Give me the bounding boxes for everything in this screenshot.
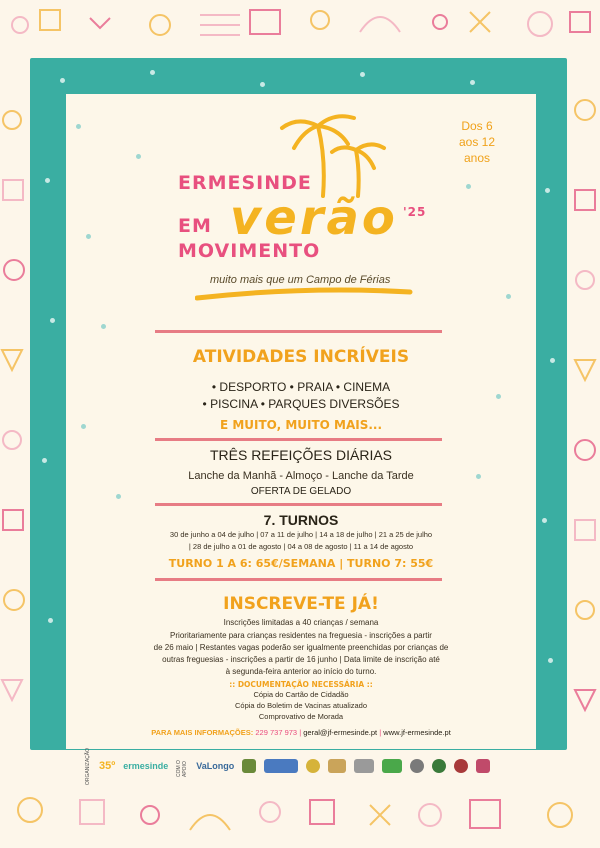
swoosh-underline	[195, 284, 415, 304]
contact-line	[66, 728, 536, 737]
age-line-3: anos	[463, 151, 491, 165]
docs-item-2: Cópia do Boletim de Vacinas atualizado	[234, 701, 368, 710]
partner-logos	[85, 747, 515, 785]
activities-title: ATIVIDADES INCRÍVEIS	[192, 347, 410, 367]
divider	[155, 438, 442, 441]
anniversary-logo-icon: 35º	[99, 760, 116, 772]
contact-sep-2: |	[379, 728, 382, 737]
org-label: ORGANIZAÇÃO	[85, 747, 91, 785]
signup-line-3: de 26 maio | Restantes vagas poderão ser igualmente preenchidas por crianças de	[153, 643, 449, 652]
partner-logo-icon	[306, 759, 320, 773]
divider	[155, 330, 442, 333]
signup-title: INSCREVE-TE JÁ!	[223, 594, 379, 614]
age-range	[452, 118, 502, 166]
signup-line-1: Inscrições limitadas a 40 crianças / semana	[223, 618, 379, 627]
support-label: COM O APOIO	[176, 760, 189, 777]
contact-phone[interactable]: 229 737 973	[255, 728, 298, 737]
docs-item-3: Comprovativo de Morada	[258, 712, 344, 721]
logo-line-2: EM	[178, 215, 212, 237]
meals-list: Lanche da Manhã - Almoço - Lanche da Tarde	[188, 470, 414, 482]
meals-extra: OFERTA DE GELADO	[250, 486, 352, 497]
signup-line-4: outras freguesias - inscrições a partir de 16 junho | Data limite de inscrição até	[162, 655, 440, 664]
partner-logo-icon	[410, 759, 424, 773]
divider	[155, 578, 442, 581]
tagline: muito mais que um Campo de Férias	[210, 274, 391, 286]
partner-logo-icon	[476, 759, 490, 773]
turnos-dates-2: | 28 de julho a 01 de agosto | 04 a 08 de agosto | 11 a 14 de agosto	[188, 542, 414, 551]
valongo-logo: VaLongo	[196, 761, 235, 771]
activities-row-1: • DESPORTO • PRAIA • CINEMA	[211, 380, 391, 394]
contact-web[interactable]: www.jf-ermesinde.pt	[383, 728, 451, 737]
signup-line-5: à segunda-feira anterior ao início do turno.	[225, 667, 377, 676]
partner-logo-icon	[328, 759, 346, 773]
meals-title: TRÊS REFEIÇÕES DIÁRIAS	[209, 447, 393, 463]
partner-logo-icon	[354, 759, 374, 773]
contact-sep-1: |	[299, 728, 302, 737]
docs-title: :: DOCUMENTAÇÃO NECESSÁRIA ::	[229, 680, 373, 689]
activities-more: E MUITO, MUITO MAIS...	[219, 418, 383, 432]
contact-email[interactable]: geral@jf-ermesinde.pt	[303, 728, 378, 737]
divider	[155, 503, 442, 506]
age-line-1: Dos 6	[461, 119, 493, 133]
docs-item-1: Cópia do Cartão de Cidadão	[253, 690, 349, 699]
age-line-2: aos 12	[458, 135, 496, 149]
signup-line-2: Prioritariamente para crianças residentes na freguesia - inscrições a partir	[170, 631, 432, 640]
partner-logo-icon	[264, 759, 298, 773]
turnos-title: 7. TURNOS	[263, 512, 339, 528]
logo-line-3: MOVIMENTO	[178, 240, 321, 262]
turnos-dates-1: 30 de junho a 04 de julho | 07 a 11 de julho | 14 a 18 de julho | 21 a 25 de julho	[169, 530, 433, 539]
partner-logo-icon	[454, 759, 468, 773]
turnos-price: TURNO 1 A 6: 65€/SEMANA | TURNO 7: 55€	[168, 557, 434, 570]
logo-line-1: ERMESINDE	[178, 172, 312, 194]
org-logo: ermesinde	[123, 761, 169, 771]
partner-logo-icon	[382, 759, 402, 773]
activities-row-2: • PISCINA • PARQUES DIVERSÕES	[202, 397, 400, 411]
logo-script: verão	[230, 190, 398, 246]
partner-logo-icon	[432, 759, 446, 773]
logo-year: '25	[403, 205, 427, 219]
partner-logo-icon	[242, 759, 256, 773]
contact-label: PARA MAIS INFORMAÇÕES:	[151, 728, 254, 737]
